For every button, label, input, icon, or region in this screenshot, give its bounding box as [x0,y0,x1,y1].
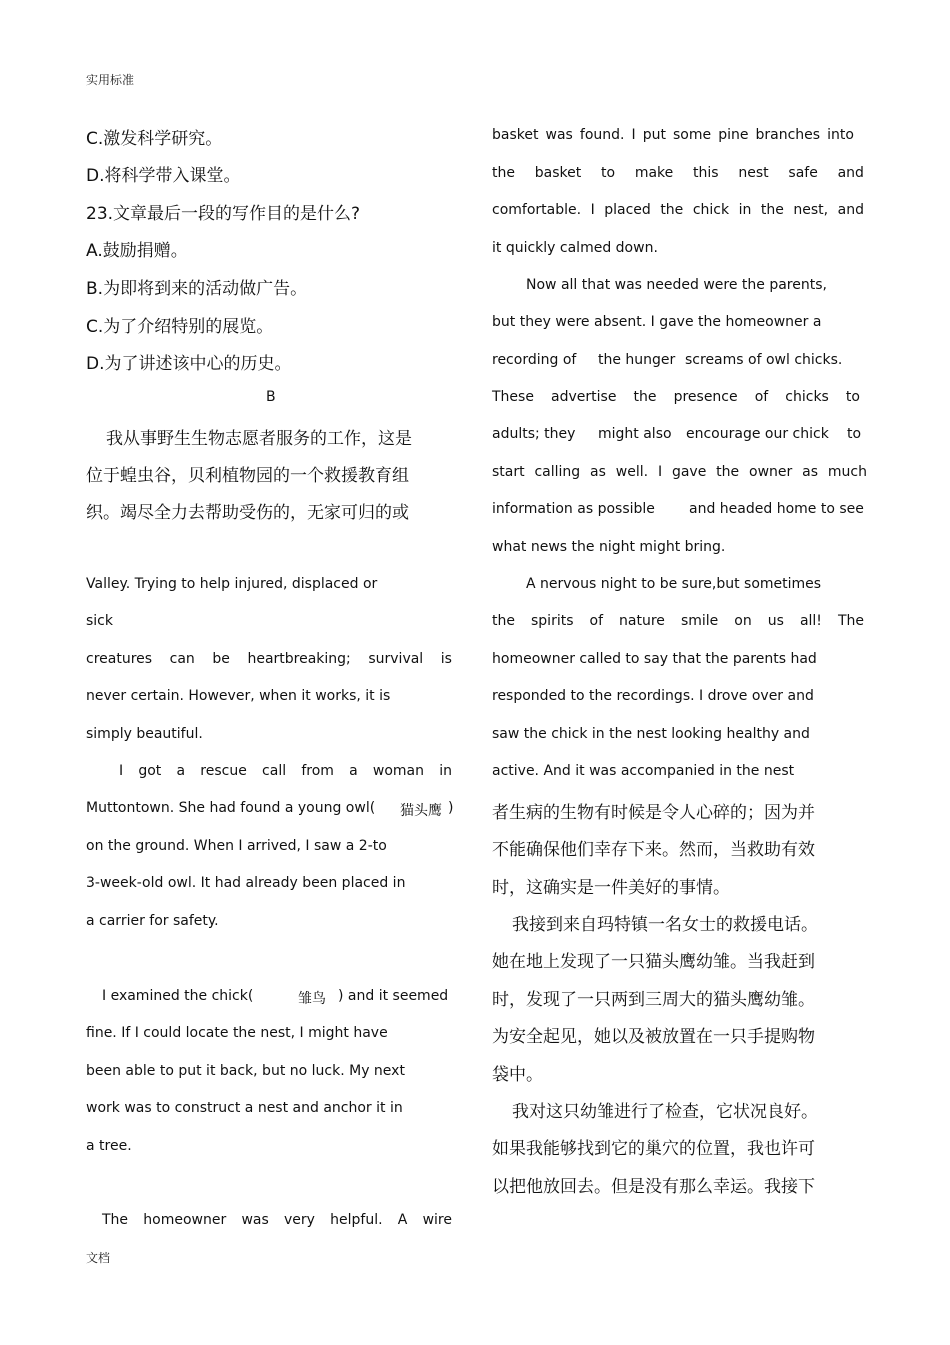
option-b: B.为即将到来的活动做广告。 [86,279,308,299]
annotation-chick: 雏鸟 [298,991,326,1007]
en-line: active. And it was accompanied in the nest [492,763,795,779]
en-line: work was to construct a nest and anchor it in [86,1100,403,1116]
en-line: but they were absent. I gave the homeowner a [492,314,822,330]
zh-line: 我接到来自玛特镇一名女士的救援电话。 [512,915,818,935]
en-line: homeowner called to say that the parents had [492,651,817,667]
zh-line: 如果我能够找到它的巢穴的位置，我也许可 [492,1139,815,1159]
en-line: A nervous night to be sure,but sometimes [526,576,822,592]
en-line: basket was found. I put some pine branches into [492,127,854,143]
en-line: what news the night might bring. [492,539,726,555]
zh-line: 者生病的生物有时候是令人心碎的；因为并 [492,803,815,823]
en-line: and headed home to see [689,501,864,517]
en-line: it quickly calmed down. [492,240,658,256]
en-line: Valley. Trying to help injured, displaced or [86,576,378,592]
en-line: been able to put it back, but no luck. My next [86,1063,405,1079]
en-line: sick [86,613,113,629]
en-line: The homeowner was very helpful. A wire [102,1212,452,1228]
en-line: comfortable. I placed the chick in the nest, and [492,202,864,218]
en-line: These advertise the presence of chicks to [492,389,860,405]
en-line: encourage our chick [686,426,829,442]
zh-line: 时，这确实是一件美好的事情。 [492,878,730,898]
page-footer: 文档 [86,1251,111,1265]
en-line: simply beautiful. [86,726,203,742]
en-line: 3-week-old owl. It had already been placed in [86,875,406,891]
en-line: a carrier for safety. [86,913,219,929]
zh-line: 时，发现了一只两到三周大的猫头鹰幼雏。 [492,990,815,1010]
question-23: 23.文章最后一段的写作目的是什么? [86,204,361,224]
annotation-owl: 猫头鹰 [400,803,442,819]
annotation-paren: ) [448,800,454,816]
option-c: C.为了介绍特别的展览。 [86,317,274,337]
zh-line: 以把他放回去。但是没有那么幸运。我接下 [492,1177,815,1197]
en-line: the basket to make this nest safe and [492,165,864,181]
en-line: screams of owl chicks. [685,352,843,368]
en-line: the spirits of nature smile on us all! The [492,613,864,629]
zh-para-line: 位于蝗虫谷，贝利植物园的一个救援教育组 [86,466,409,486]
en-line: Now all that was needed were the parents, [526,277,827,293]
en-line: never certain. However, when it works, it is [86,688,391,704]
zh-line: 我对这只幼雏进行了检查，它状况良好。 [512,1102,818,1122]
en-line: adults; they [492,426,576,442]
en-line: information as possible [492,501,655,517]
en-line: saw the chick in the nest looking healthy and [492,726,810,742]
section-label: B [266,389,276,405]
en-line: I examined the chick( [102,988,254,1004]
zh-line: 为安全起见，她以及被放置在一只手提购物 [492,1027,815,1047]
en-line: ) and it seemed [338,988,449,1004]
zh-para-line: 我从事野生生物志愿者服务的工作，这是 [106,429,412,449]
en-line: might also [598,426,672,442]
en-line: to [847,426,862,442]
page-header: 实用标准 [86,73,135,87]
en-line: start calling as well. I gave the owner as much [492,464,867,480]
en-line: the hunger [598,352,676,368]
en-line: Muttontown. She had found a young owl( [86,800,376,816]
zh-line: 她在地上发现了一只猫头鹰幼雏。当我赶到 [492,952,815,972]
en-line: responded to the recordings. I drove over and [492,688,814,704]
en-line: I got a rescue call from a woman in [119,763,452,779]
zh-line: 不能确保他们幸存下来。然而，当救助有效 [492,840,815,860]
en-line: on the ground. When I arrived, I saw a 2-to [86,838,387,854]
en-line: fine. If I could locate the nest, I might have [86,1025,388,1041]
option-d-top: D.将科学带入课堂。 [86,166,241,186]
zh-para-line: 织。竭尽全力去帮助受伤的，无家可归的或 [86,503,409,523]
zh-line: 袋中。 [492,1065,543,1085]
option-d: D.为了讲述该中心的历史。 [86,354,292,374]
option-a: A.鼓励捐赠。 [86,241,188,261]
option-c-top: C.激发科学研究。 [86,129,223,149]
en-line: a tree. [86,1138,132,1154]
en-line: creatures can be heartbreaking; survival is [86,651,452,667]
en-line: recording of [492,352,577,368]
